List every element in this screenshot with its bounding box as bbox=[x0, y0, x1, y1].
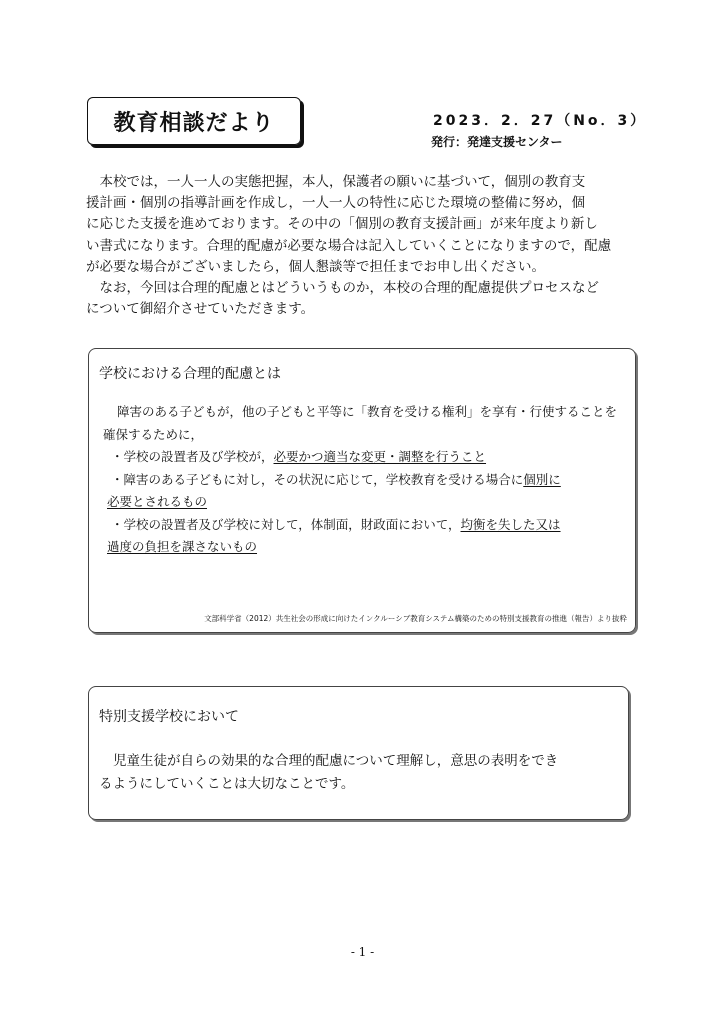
box1-item-2-cont bbox=[103, 491, 623, 514]
box1-item-3-underlined-b: 過度の負担を課さないもの bbox=[107, 539, 258, 554]
box1-line-2: 確保するために， bbox=[103, 426, 204, 442]
intro-paragraph-2: なお，今回は合理的配慮とはどういうものか，本校の合理的配慮提供プロセスなど について御紹介させていただきます。 bbox=[86, 280, 599, 318]
box1-body bbox=[103, 401, 623, 559]
box1-item-1-underlined: 必要かつ適当な変更・調整を行うこと bbox=[273, 449, 487, 464]
box1-item-2-prefix: ・障害のある子どもに対し，その状況に応じて，学校教育を受ける場合に bbox=[111, 471, 524, 487]
newsletter-title-text: 教育相談だより bbox=[113, 110, 275, 136]
newsletter-title bbox=[87, 97, 301, 145]
box1-item-3 bbox=[103, 514, 623, 537]
box2-line-2: るようにしていくことは大切なことです。 bbox=[99, 775, 355, 792]
box1-item-2 bbox=[103, 469, 623, 492]
box1-item-1 bbox=[103, 446, 623, 469]
box2-body bbox=[99, 750, 619, 795]
box1-item-3-underlined-a: 均衡を失した又は bbox=[460, 516, 561, 532]
reasonable-accommodation-box bbox=[88, 348, 636, 633]
box1-item-2-underlined-a: 個別に bbox=[523, 471, 561, 487]
source-citation: 文部科学省（2012）共生社会の形成に向けたインクルーシブ教育システム構築のための特別支援教育の推進（報告）より抜粋 bbox=[204, 614, 627, 623]
special-support-school-box bbox=[88, 686, 629, 820]
box1-item-3-cont bbox=[103, 536, 623, 559]
box1-item-2-underlined-b: 必要とされるもの bbox=[107, 494, 208, 509]
issue-info: 2023．2．27（No．3） bbox=[433, 113, 648, 129]
box1-item-1-prefix: ・学校の設置者及び学校が， bbox=[111, 449, 274, 464]
box1-line-1: 障害のある子どもが，他の子どもと平等に「教育を受ける権利」を享有・行使することを bbox=[117, 404, 618, 419]
box2-line-1: 児童生徒が自らの効果的な合理的配慮について理解し，意思の表明をでき bbox=[113, 753, 559, 769]
intro-paragraph-1: 本校では，一人一人の実態把握，本人，保護者の願いに基づいて，個別の教育支 援計画・個別の指導計画を作成し，一人一人の特性に応じた環境の整備に努め，個 に応じた支援を進めております。その中の「個別の教育支援計画」が来年度より新し い書式になります。合理的配慮が必要な場合は記入していくことになりますので，配慮 が必要な場合がございましたら，個人懇談等で担任までお申し出ください。 bbox=[86, 174, 612, 275]
page-number: - 1 - bbox=[350, 945, 375, 959]
intro-section bbox=[86, 172, 646, 320]
publisher-info: 発行：発達支援センター bbox=[431, 135, 563, 149]
box2-heading: 特別支援学校において bbox=[99, 709, 239, 725]
box1-heading: 学校における合理的配慮とは bbox=[99, 366, 281, 382]
box1-item-3-prefix: ・学校の設置者及び学校に対して，体制面，財政面において， bbox=[111, 516, 461, 532]
